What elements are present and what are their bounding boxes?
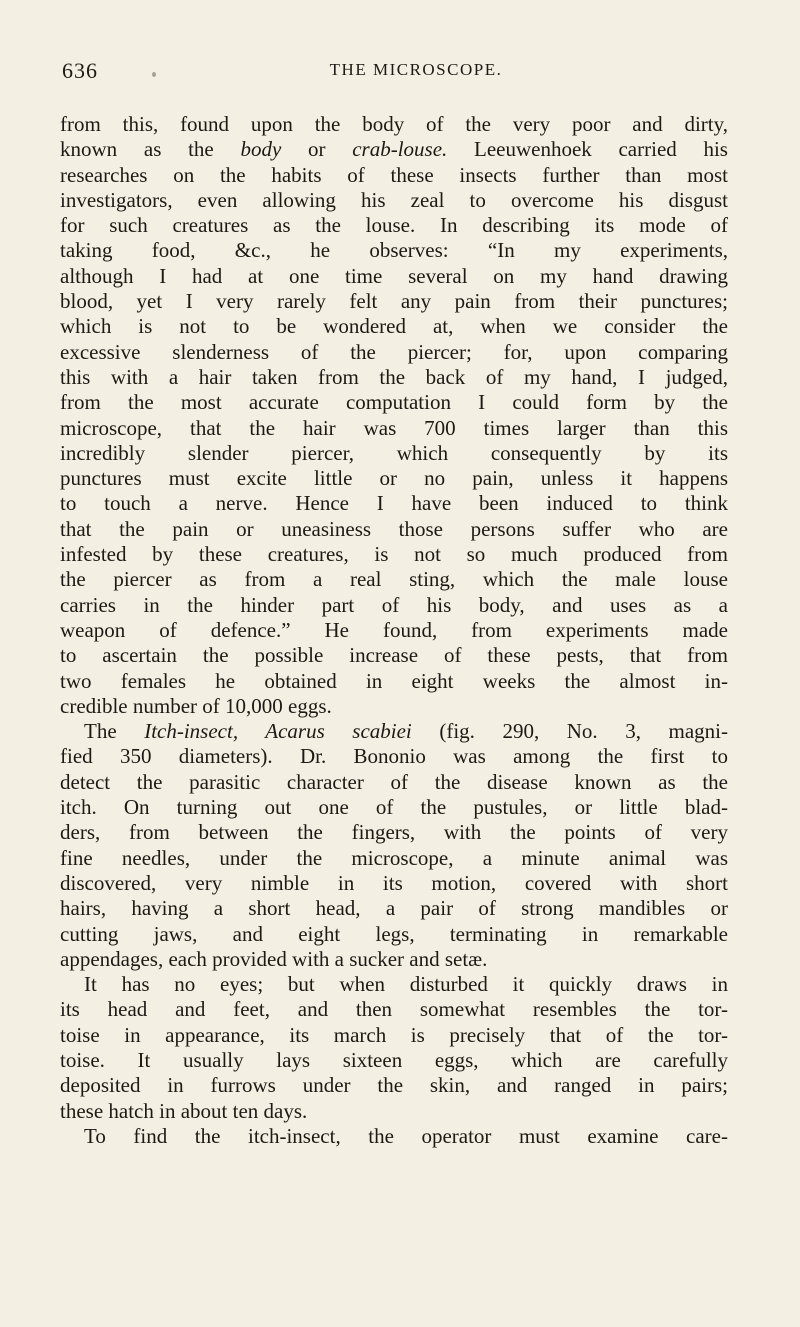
text-line [60,542,728,567]
text-line [60,694,728,719]
running-head [62,58,730,88]
text-line [60,365,728,390]
text-segment: this with a hair taken from the back of my hand, I judged, [60,364,728,389]
body-text [60,112,728,1149]
text-line [60,213,728,238]
text-segment: fine needles, under the microscope, a minute animal was [60,845,728,870]
text-segment: although I had at one time several on my hand drawing [60,263,728,288]
text-line [60,441,728,466]
text-segment: credible number of 10,000 eggs. [60,693,332,718]
text-line [60,922,728,947]
text-line [60,289,728,314]
text-segment: ders, from between the fingers, with the points of very [60,820,728,845]
text-segment: discovered, very nimble in its motion, covered with short [60,870,728,895]
text-segment: researches on the habits of these insects further than most [60,162,728,187]
text-segment: incredibly slender piercer, which consequently by its [60,440,728,465]
text-segment: for such creatures as the louse. In describing its mode of [60,213,728,238]
text-segment: itch. On turning out one of the pustules, or little blad- [60,795,728,820]
text-line [60,1099,728,1124]
text-line [60,820,728,845]
text-segment: detect the parasitic character of the disease known as the [60,769,728,794]
text-line [60,770,728,795]
text-segment: to ascertain the possible increase of these pests, that from [60,643,728,668]
text-segment: deposited in furrows under the skin, and ranged in pairs; [60,1073,728,1098]
text-line [60,719,728,744]
page-number: 636 [62,58,98,83]
text-segment: The [84,719,145,744]
text-segment: taking food, &c., he observes: “In my experiments, [60,238,728,263]
italic-term: Itch-insect, Acarus scabiei [144,719,412,744]
text-segment: weapon of defence.” He found, from experiments made [60,617,728,642]
text-line [60,1023,728,1048]
italic-term: crab-louse. [352,137,448,162]
text-line [60,264,728,289]
text-line [60,112,728,137]
text-line [60,1073,728,1098]
text-segment: investigators, even allowing his zeal to overcome his disgust [60,187,728,212]
text-line [60,744,728,769]
text-line [60,972,728,997]
text-line [60,314,728,339]
text-line [60,416,728,441]
text-line [60,137,728,162]
text-segment: known as the [60,137,241,162]
text-line [60,669,728,694]
running-title: THE MICROSCOPE. [329,60,503,79]
text-segment: microscope, that the hair was 700 times larger than this [60,415,728,440]
text-line [60,238,728,263]
text-line [60,517,728,542]
text-segment: Leeuwenhoek carried his [447,137,728,162]
text-segment: It has no eyes; but when disturbed it quickly draws in [84,972,728,997]
text-segment: or [281,137,353,162]
text-line [60,947,728,972]
text-line [60,1048,728,1073]
text-line [60,1124,728,1149]
text-segment: toise in appearance, its march is precisely that of the tor- [60,1022,728,1047]
text-segment: excessive slenderness of the piercer; for, upon comparing [60,339,728,364]
text-segment: from this, found upon the body of the very poor and dirty, [60,112,728,136]
text-segment: which is not to be wondered at, when we consider the [60,314,728,339]
text-segment: that the pain or uneasiness those persons suffer who are [60,516,728,541]
text-line [60,593,728,618]
text-segment: hairs, having a short head, a pair of strong mandibles or [60,896,728,921]
text-line [60,163,728,188]
text-line [60,340,728,365]
italic-term: body [240,137,282,162]
text-segment: cutting jaws, and eight legs, terminating in remarkable [60,921,728,946]
text-line [60,390,728,415]
text-line [60,491,728,516]
text-segment: punctures must excite little or no pain, unless it happens [60,466,728,491]
text-line [60,188,728,213]
text-segment: carries in the hinder part of his body, and uses as a [60,592,728,617]
text-segment: appendages, each provided with a sucker and setæ. [60,946,488,971]
text-segment: its head and feet, and then somewhat resembles the tor- [60,997,728,1022]
text-line [60,643,728,668]
text-segment: blood, yet I very rarely felt any pain from their punctures; [60,289,728,314]
text-line [60,466,728,491]
text-segment: toise. It usually lays sixteen eggs, which are carefully [60,1047,728,1072]
text-segment: fied 350 diameters). Dr. Bononio was among the first to [60,744,728,769]
text-segment: to touch a nerve. Hence I have been induced to think [60,491,728,516]
text-segment: To find the itch-insect, the operator must examine care- [84,1123,728,1148]
text-segment: the piercer as from a real sting, which the male louse [60,567,728,592]
text-line [60,846,728,871]
text-line [60,567,728,592]
text-line [60,871,728,896]
text-line [60,896,728,921]
text-line [60,795,728,820]
text-segment: infested by these creatures, is not so much produced from [60,542,728,567]
text-line [60,618,728,643]
text-line [60,997,728,1022]
text-segment: these hatch in about ten days. [60,1098,308,1123]
text-segment: (fig. 290, No. 3, magni- [411,719,728,744]
text-segment: from the most accurate computation I could form by the [60,390,728,415]
text-segment: two females he obtained in eight weeks the almost in- [60,668,728,693]
